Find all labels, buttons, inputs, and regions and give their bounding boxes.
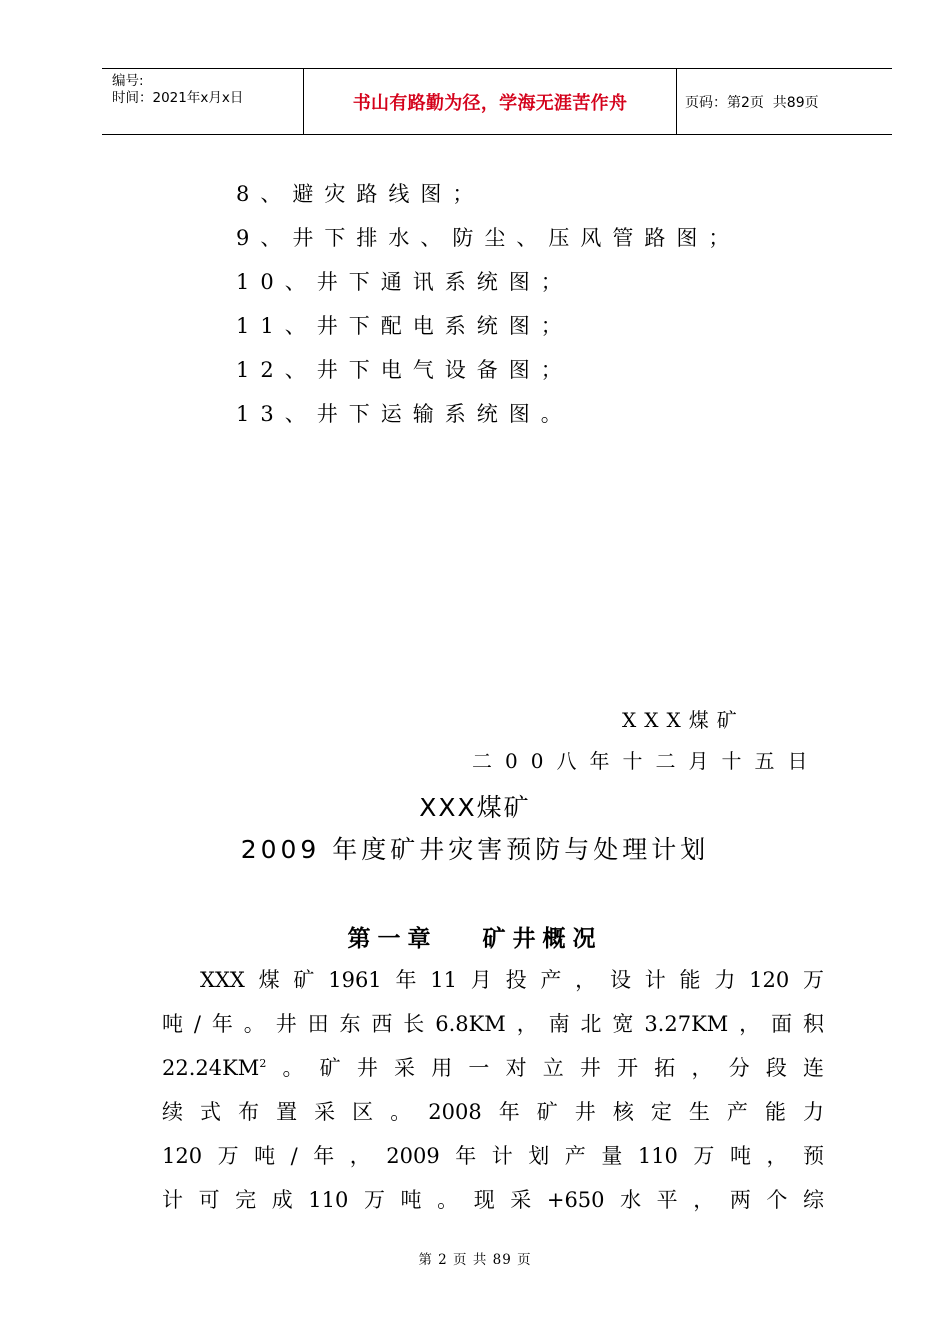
date-label: 时间：2021年x月x日 [112,90,244,106]
header-motto: 书山有路勤为径，学海无涯苦作舟 [304,69,677,134]
page-footer: 第 2 页 共 89 页 [418,1252,532,1268]
document-title: 2009 年度矿井灾害预防与处理计划 [240,835,710,864]
list-item: 10、井下通讯系统图； [236,270,573,294]
page-header [102,68,892,135]
paragraph-line-rest: 。矿井采用一对立井开拓，分段连 [266,1056,824,1080]
paragraph-line: 计可完成110万吨。现采+650水平，两个综 [162,1188,824,1212]
document-title-org: XXX煤矿 [419,793,531,822]
list-item: 11、井下配电系统图； [236,314,573,338]
signature-org: XXX煤矿 [622,708,745,732]
list-item: 12、井下电气设备图； [236,358,573,382]
signature-date: 二00八年十二月十五日 [472,749,821,773]
paragraph-line: 续式布置采区。2008年矿井核定生产能力 [162,1100,824,1124]
figure-list [236,172,740,436]
chapter-heading-text: 第一章 矿井概况 [347,926,603,952]
area-unit-exponent: 2 [259,1057,267,1070]
paragraph-line [162,1046,824,1090]
paragraph-line: 吨/年。井田东西长6.8KM，南北宽3.27KM，面积 [162,1012,824,1036]
chapter-heading [0,920,950,953]
list-item: 8、避灾路线图； [236,182,485,206]
paragraph-line: XXX煤矿1961年11月投产，设计能力120万 [200,968,824,992]
code-label: 编号: [112,73,144,89]
overview-paragraph [162,958,824,1222]
header-meta [102,69,304,134]
header-page-info [677,69,892,134]
list-item: 13、井下运输系统图。 [236,402,573,426]
list-item: 9、井下排水、防尘、压风管路图； [236,226,741,250]
page-info-text: 页码：第2页 共89页 [685,94,819,111]
area-value: 22.24KM [162,1056,260,1080]
paragraph-line: 120万吨/年，2009年计划产量110万吨，预 [162,1144,824,1168]
